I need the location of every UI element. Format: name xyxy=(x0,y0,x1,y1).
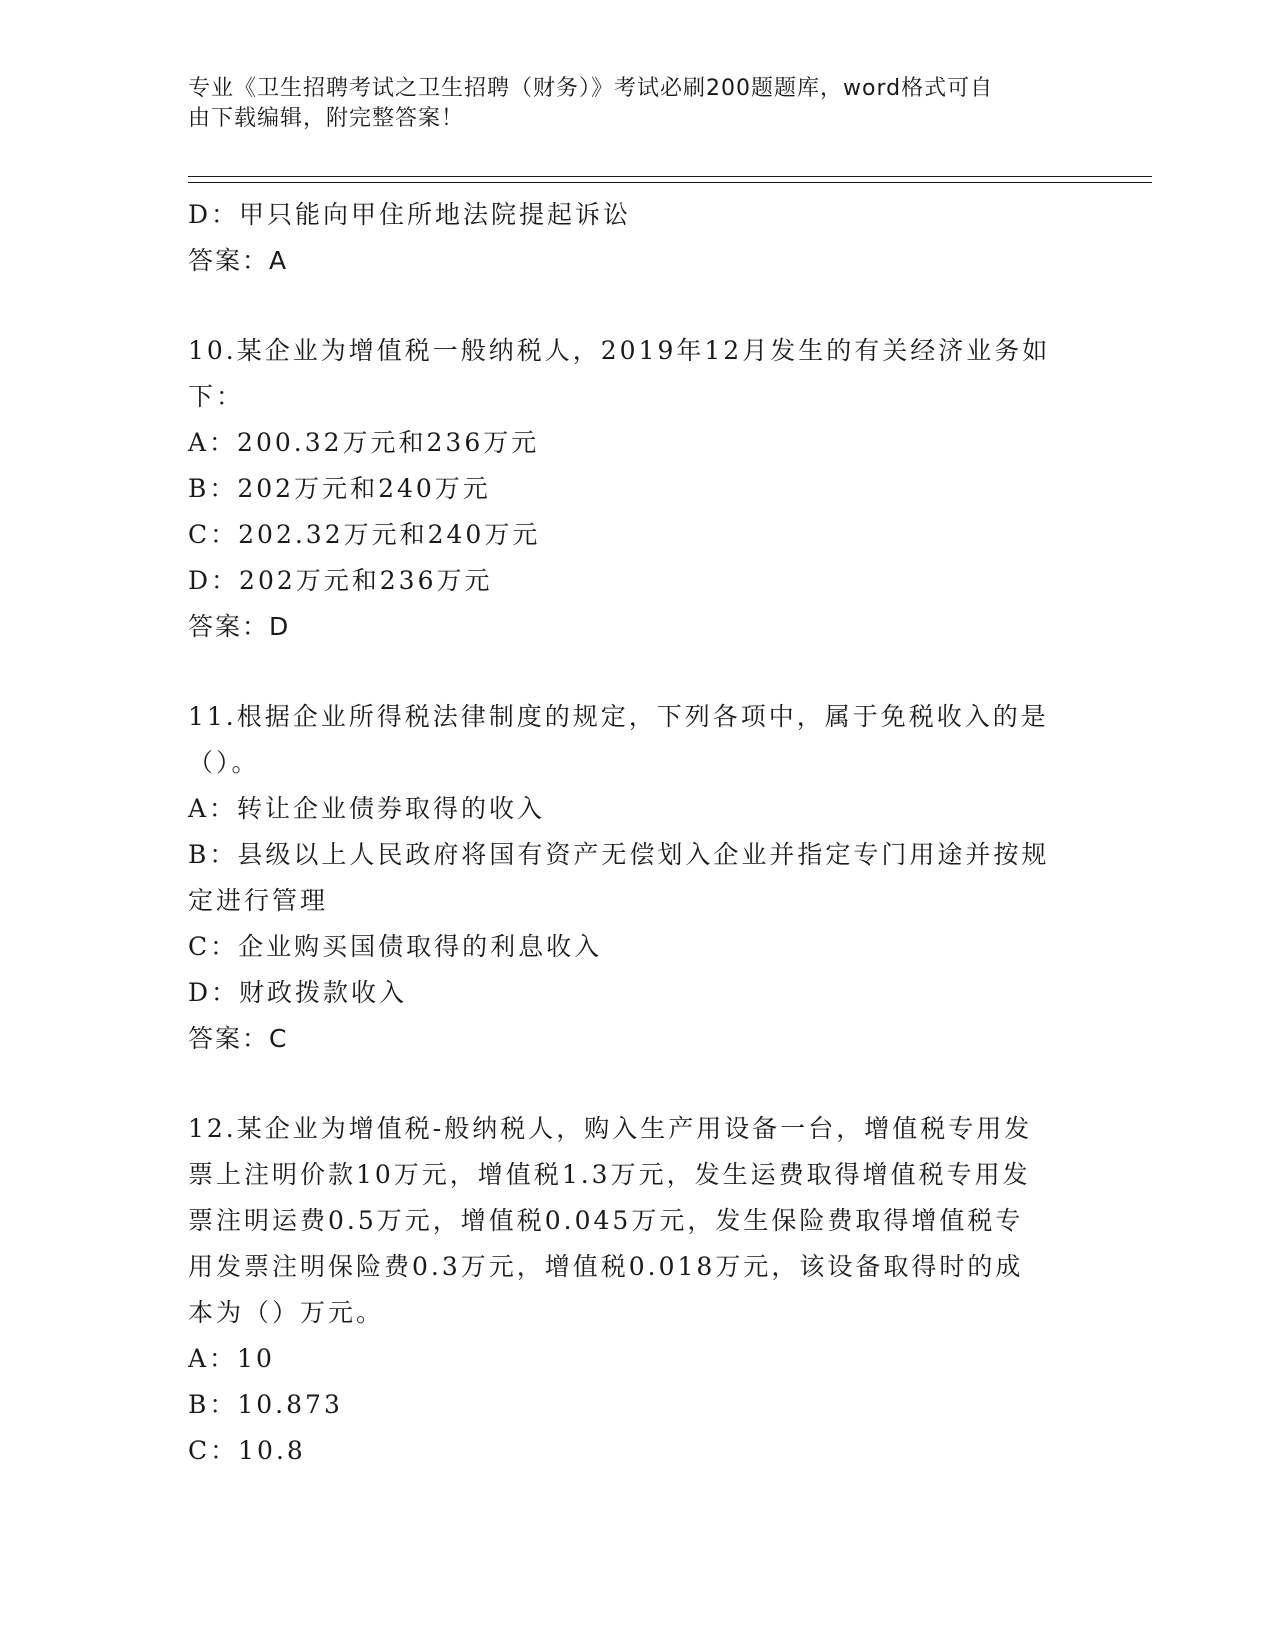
option-c: C：企业购买国债取得的利息收入 xyxy=(188,932,603,961)
option-c: C：10.8 xyxy=(188,1436,306,1465)
option-b: B：县级以上人民政府将国有资产无偿划入企业并指定专门用途并按规 xyxy=(188,840,1050,869)
document-header xyxy=(188,74,1068,134)
header-line-2: 由下载编辑，附完整答案！ xyxy=(188,106,465,131)
question-stem: （）。 xyxy=(188,748,260,777)
option-b-continued: 定进行管理 xyxy=(188,886,329,915)
option-a: A：转让企业债券取得的收入 xyxy=(188,794,546,823)
question-stem: 11.根据企业所得税法律制度的规定，下列各项中，属于免税收入的是 xyxy=(188,702,1049,731)
question-stem: 本为（）万元。 xyxy=(188,1298,385,1327)
option-d: D：202万元和236万元 xyxy=(188,566,493,595)
question-stem: 用发票注明保险费0.3万元，增值税0.018万元，该设备取得时的成 xyxy=(188,1252,1024,1281)
option-d: D：甲只能向甲住所地法院提起诉讼 xyxy=(188,200,632,229)
answer-line: 答案：D xyxy=(188,612,291,641)
option-d: D：财政拨款收入 xyxy=(188,978,408,1007)
option-b: B：10.873 xyxy=(188,1390,343,1419)
question-stem: 10.某企业为增值税一般纳税人，2019年12月发生的有关经济业务如 xyxy=(188,336,1051,365)
question-stem: 票上注明价款10万元，增值税1.3万元，发生运费取得增值税专用发 xyxy=(188,1160,1031,1189)
previous-question-tail xyxy=(188,192,1088,284)
option-a: A：200.32万元和236万元 xyxy=(188,428,540,457)
header-divider-bottom xyxy=(188,182,1152,183)
question-stem: 票注明运费0.5万元，增值税0.045万元，发生保险费取得增值税专 xyxy=(188,1206,1024,1235)
question-stem: 下： xyxy=(188,382,245,411)
question-12 xyxy=(188,1106,1088,1474)
header-divider-top xyxy=(188,176,1152,177)
option-c: C：202.32万元和240万元 xyxy=(188,520,541,549)
question-stem: 12.某企业为增值税-般纳税人，购入生产用设备一台，增值税专用发 xyxy=(188,1114,1033,1143)
spacer xyxy=(188,1062,1088,1106)
option-b: B：202万元和240万元 xyxy=(188,474,491,503)
answer-line: 答案：A xyxy=(188,246,289,275)
question-content xyxy=(188,192,1088,1474)
spacer xyxy=(188,284,1088,328)
answer-line: 答案：C xyxy=(188,1024,289,1053)
spacer xyxy=(188,650,1088,694)
question-11 xyxy=(188,694,1088,1062)
header-line-1: 专业《卫生招聘考试之卫生招聘（财务）》考试必刷200题题库，word格式可自 xyxy=(188,76,994,101)
question-10 xyxy=(188,328,1088,650)
option-a: A：10 xyxy=(188,1344,275,1373)
